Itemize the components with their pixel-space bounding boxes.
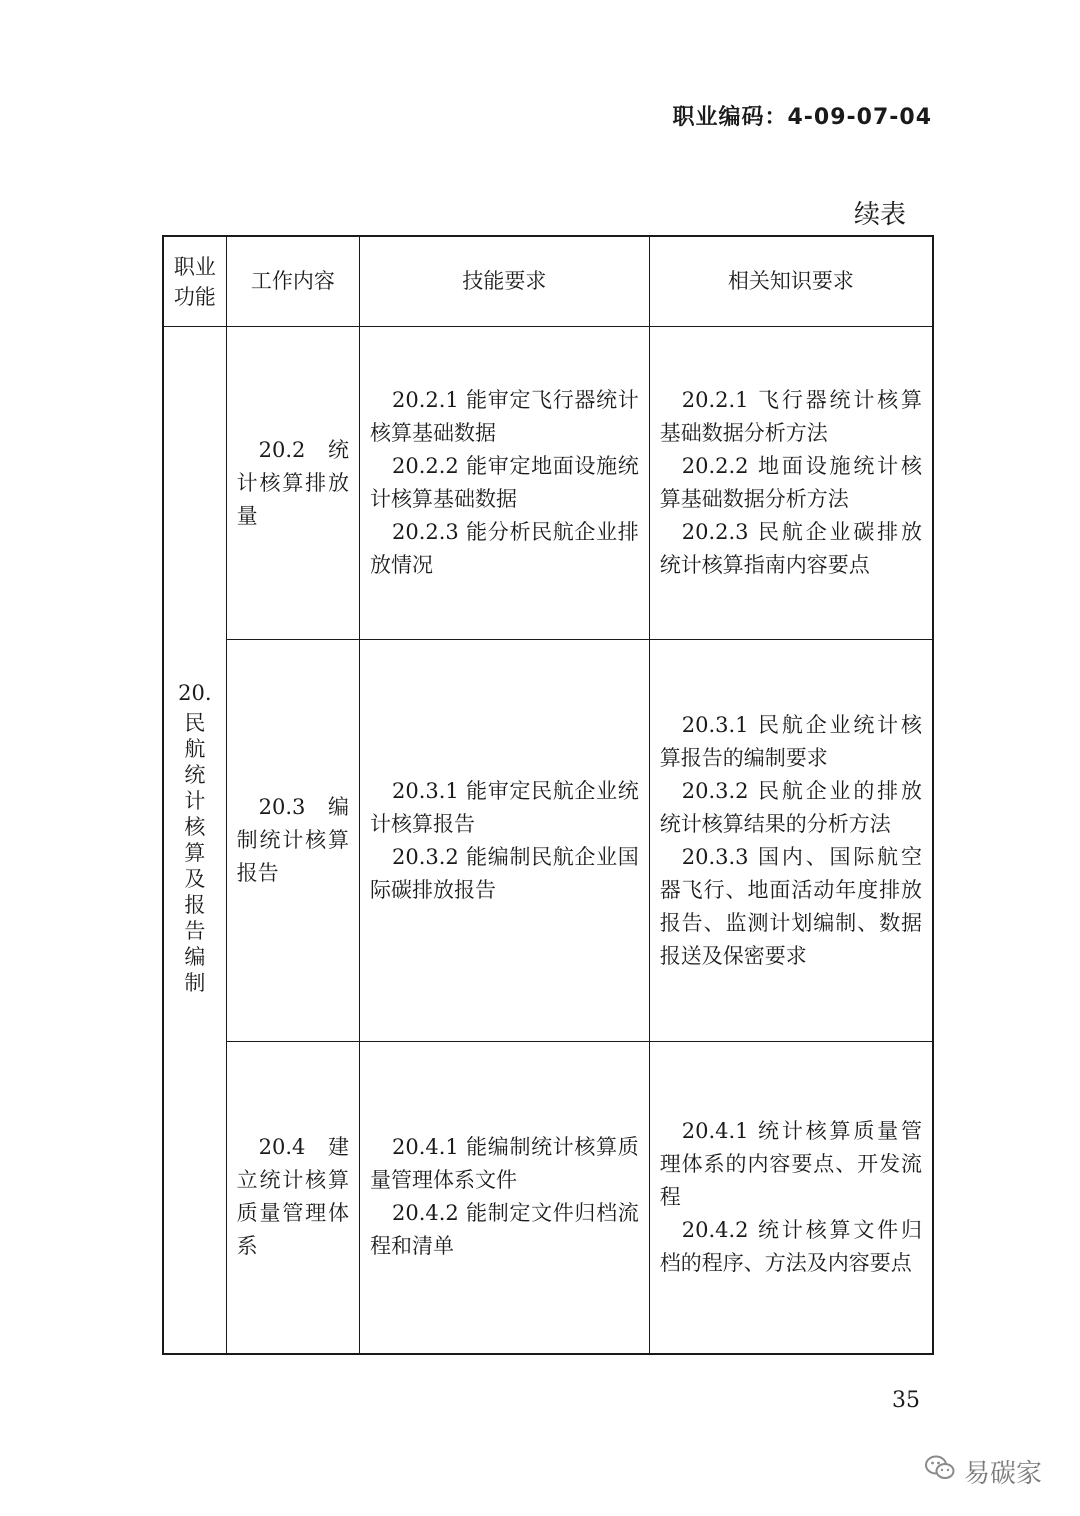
knowledge-item: 20.4.2 统计核算文件归档的程序、方法及内容要点 [659, 1217, 922, 1275]
function-cell [163, 327, 226, 1354]
watermark-text: 易碳家 [963, 1459, 1042, 1489]
knowledge-item: 20.2.1 飞行器统计核算基础数据分析方法 [659, 388, 922, 445]
skills-cell [360, 327, 650, 640]
skill-item: 20.4.1 能编制统计核算质量管理体系文件 [370, 1135, 639, 1193]
skill-item: 20.2.2 能审定地面设施统计核算基础数据 [370, 454, 639, 511]
function-number: 20. [178, 680, 212, 705]
knowledge-item: 20.3.2 民航企业的排放统计核算结果的分析方法 [659, 778, 922, 836]
knowledge-item: 20.4.1 统计核算质量管理体系的内容要点、开发流程 [659, 1118, 922, 1209]
knowledge-item: 20.3.3 国内、国际航空器飞行、地面活动年度排放报告、监测计划编制、数据报送及保密要求 [659, 844, 922, 968]
knowledge-cell [649, 640, 933, 1042]
table-row [163, 640, 933, 1042]
skill-item: 20.2.1 能审定飞行器统计核算基础数据 [370, 388, 639, 445]
knowledge-cell [649, 327, 933, 640]
continued-label: 续表 [853, 200, 906, 230]
skills-cell [360, 640, 650, 1042]
standard-table [162, 235, 934, 1355]
header-work-content: 工作内容 [226, 236, 359, 327]
knowledge-item: 20.2.3 民航企业碳排放统计核算指南内容要点 [659, 520, 922, 577]
header-knowledge-requirements: 相关知识要求 [649, 236, 933, 327]
knowledge-item: 20.2.2 地面设施统计核算基础数据分析方法 [659, 454, 922, 511]
page-number: 35 [892, 1388, 920, 1413]
header-skill-requirements: 技能要求 [360, 236, 650, 327]
skill-item: 20.3.1 能审定民航企业统计核算报告 [370, 778, 639, 836]
table-row [163, 327, 933, 640]
work-content-cell: 20.4 建立统计核算质量管理体系 [226, 1042, 359, 1354]
knowledge-item: 20.3.1 民航企业统计核算报告的编制要求 [659, 712, 922, 770]
header-function: 职业 功能 [163, 236, 226, 327]
watermark [924, 1453, 1042, 1490]
table-row [163, 1042, 933, 1354]
work-content-cell: 20.2 统计核算排放量 [226, 327, 359, 640]
work-content-cell: 20.3 编制统计核算报告 [226, 640, 359, 1042]
table-header-row [163, 236, 933, 327]
skill-item: 20.3.2 能编制民航企业国际碳排放报告 [370, 844, 639, 902]
wechat-icon [924, 1454, 956, 1489]
skill-item: 20.2.3 能分析民航企业排放情况 [370, 520, 639, 577]
occupation-code: 职业编码：4-09-07-04 [672, 105, 932, 130]
skill-item: 20.4.2 能制定文件归档流程和清单 [370, 1201, 639, 1259]
knowledge-cell [649, 1042, 933, 1354]
function-name: 民航统计核算及报告编制 [184, 710, 206, 995]
skills-cell [360, 1042, 650, 1354]
